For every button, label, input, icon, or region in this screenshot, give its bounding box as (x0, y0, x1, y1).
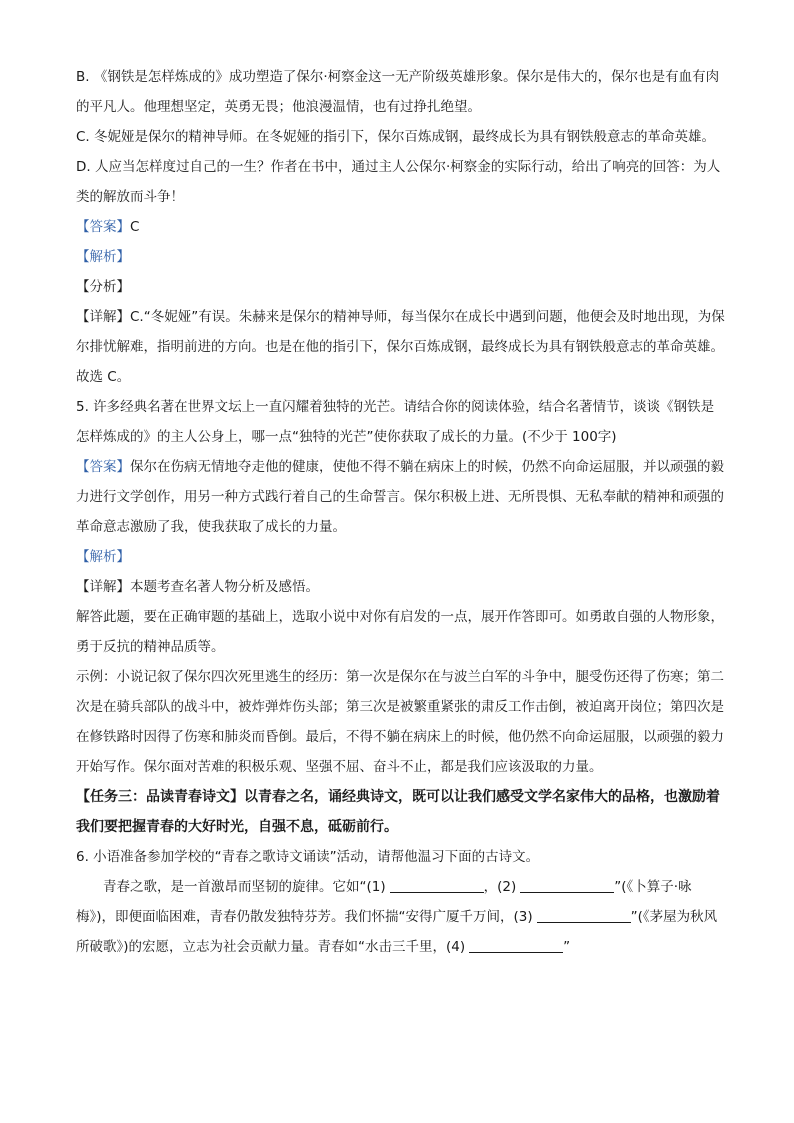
option-c: C. 冬妮娅是保尔的精神导师。在冬妮娅的指引下，保尔百炼成钢，最终成长为具有钢铁般意志的革命英雄。 (76, 129, 716, 145)
q6-passage (76, 872, 726, 962)
task3-heading: 【任务三：品读青春诗文】以青春之名，诵经典诗文，既可以让我们感受文学名家伟大的品格，也激励着我们要把握青春的大好时光，自强不息，砥砺前行。 (76, 789, 720, 835)
detail-text: C.“冬妮娅”有误。朱赫来是保尔的精神导师，每当保尔在成长中遇到问题，他便会及时地出现，为保尔排忧解难，指明前进的方向。也是在他的指引下，保尔百炼成钢，最终成长为具有钢铁般意志的革命英雄。故选 C。 (76, 309, 725, 385)
detail-label: 【详解】 (76, 309, 130, 325)
passage-part-2: ，(2) (483, 879, 517, 895)
detail-label: 【详解】 (76, 579, 130, 595)
passage-part-3: ”(《卜算子·咏梅》)，即便面临困难，青春仍散发独特芬芳。我们怀揣“安得广厦千万间，(3) (76, 879, 692, 925)
passage-part-1: 青春之歌，是一首激昂而坚韧的旋律。它如“(1) (103, 879, 386, 895)
q5-answer (76, 452, 726, 542)
answer-label: 【答案】 (76, 219, 130, 235)
blank-4[interactable] (469, 938, 563, 953)
answer-label: 【答案】 (76, 459, 130, 475)
passage-part-4: ”(《茅屋为秋风所破歌》)的宏愿，立志为社会贡献力量。青春如“水击三千里，(4) (76, 909, 718, 955)
blank-2[interactable] (520, 878, 614, 893)
q4-detail (76, 302, 726, 392)
answer-text: 保尔在伤病无情地夺走他的健康，使他不得不躺在病床上的时候，仍然不向命运屈服，并以顽强的毅力进行文学创作，用另一种方式践行着自己的生命誓言。保尔积极上进、无所畏惧、无私奉献的精神和顽强的革命意志激励了我，使我获取了成长的力量。 (76, 459, 724, 535)
q4-answer (76, 212, 726, 242)
detail-text: 本题考查名著人物分析及感悟。 (130, 579, 319, 595)
option-b: B. 《钢铁是怎样炼成的》成功塑造了保尔·柯察金这一无产阶级英雄形象。保尔是伟大的，保尔也是有血有肉的平凡人。他理想坚定，英勇无畏；他浪漫温情，也有过挣扎绝望。 (76, 69, 720, 115)
blank-1[interactable] (390, 878, 484, 893)
q6-stem: 6. 小语准备参加学校的“青春之歌诗文诵读”活动，请帮他温习下面的古诗文。 (76, 849, 540, 865)
option-d: D. 人应当怎样度过自己的一生？作者在书中，通过主人公保尔·柯察金的实际行动，给出了响亮的回答：为人类的解放而斗争！ (76, 159, 721, 205)
document-page (76, 62, 726, 962)
answer-value: C (130, 219, 140, 235)
q4-analysis-label: 【解析】 (76, 249, 130, 265)
q5-analysis-label: 【解析】 (76, 549, 130, 565)
q4-fenxi-label: 【分析】 (76, 279, 130, 295)
blank-3[interactable] (537, 908, 631, 923)
passage-part-5: ” (563, 939, 571, 955)
q5-approach: 解答此题，要在正确审题的基础上，选取小说中对你有启发的一点，展开作答即可。如勇敢自强的人物形象，勇于反抗的精神品质等。 (76, 609, 724, 655)
q5-detail (76, 572, 726, 602)
q5-example: 示例：小说记叙了保尔四次死里逃生的经历：第一次是保尔在与波兰白军的斗争中，腿受伤还得了伤寒；第二次是在骑兵部队的战斗中，被炸弹炸伤头部；第三次是被繁重紧张的肃反工作击倒，被迫离开岗位；第四次是在修铁路时因得了伤寒和肺炎而昏倒。最后，不得不躺在病床上的时候，他仍然不向命运屈服，以顽强的毅力开始写作。保尔面对苦难的积极乐观、坚强不屈、奋斗不止，都是我们应该汲取的力量。 (76, 669, 724, 775)
q5-stem: 5. 许多经典名著在世界文坛上一直闪耀着独特的光芒。请结合你的阅读体验，结合名著情节，谈谈《钢铁是怎样炼成的》的主人公身上，哪一点“独特的光芒”使你获取了成长的力量。(不少于 100字) (76, 399, 715, 445)
